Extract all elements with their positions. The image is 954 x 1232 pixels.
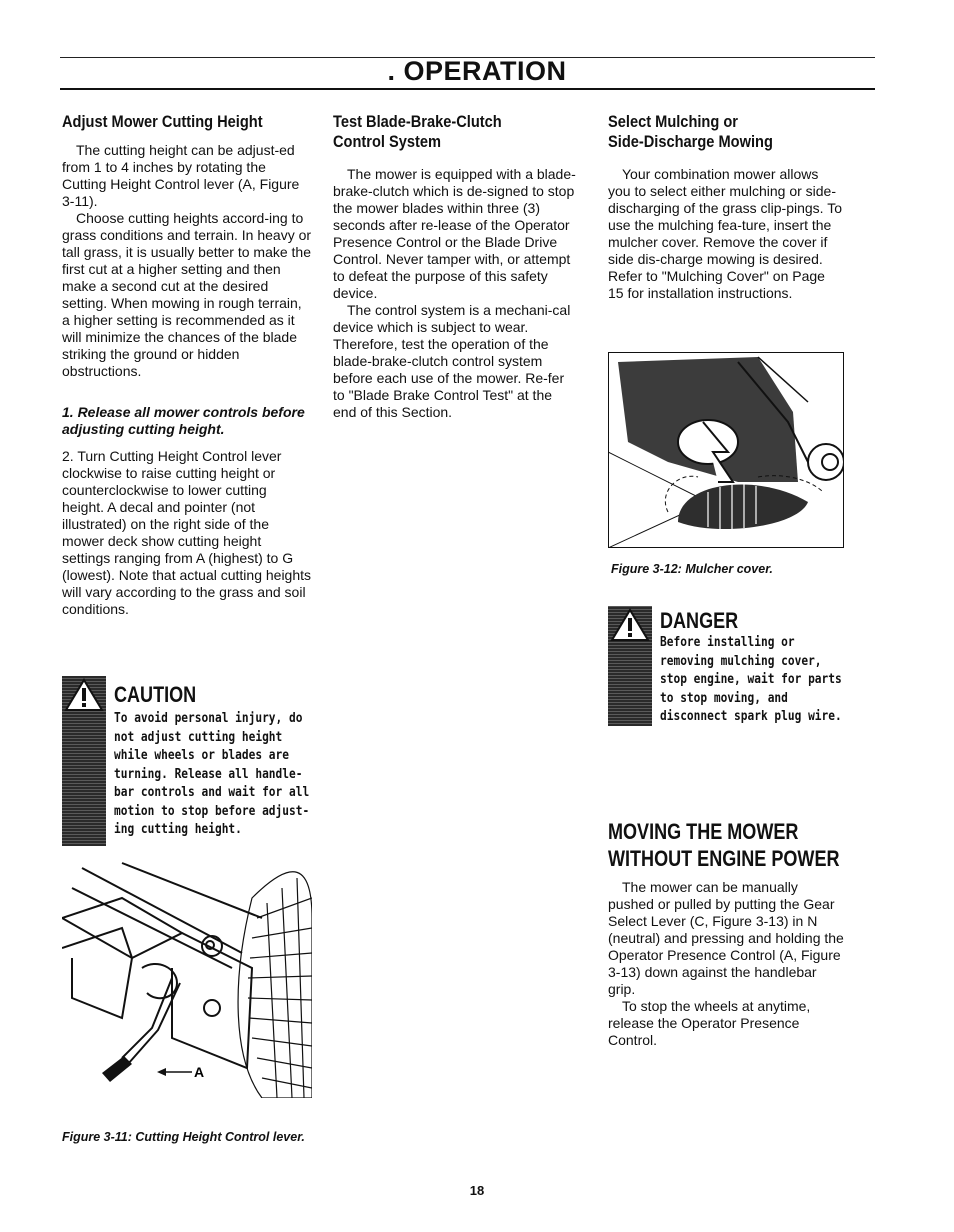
paragraph-adjust-1: The cutting height can be adjust-ed from 1 to 4 inches by rotating the Cutting Height Control lever (A, Figure 3-11). — [62, 142, 300, 209]
column-blade-brake — [333, 112, 576, 421]
caution-title: CAUTION — [114, 682, 197, 707]
caution-text: To avoid personal injury, do not adjust cutting height while wheels or blades are turning. Release all handle-bar controls and wait for all motion to stop before adjust-ing cutting height. — [114, 711, 310, 837]
section-heading-mulching-2: Side-Discharge Mowing — [608, 132, 773, 151]
paragraph-mulching: Your combination mower allows you to select either mulching or side-discharging of the grass clip-pings. To use the mulching fea-ture, insert the mulcher cover. Remove the cover if side dis-charge mowing is desired. Refer to "Mulching Cover" on Page 15 for installation instructions. — [608, 166, 842, 301]
danger-title: DANGER — [660, 608, 739, 633]
warning-triangle-icon — [610, 608, 650, 642]
moving-body — [608, 879, 844, 1049]
figure-cutting-height-lever — [62, 858, 312, 1098]
warning-triangle-icon — [64, 678, 104, 712]
danger-box — [608, 606, 846, 726]
page-number: 18 — [469, 1183, 485, 1198]
danger-text: Before installing or removing mulching cover, stop engine, wait for parts to stop moving, and disconnect spark plug wire. — [660, 635, 842, 724]
paragraph-brake-1: The mower is equipped with a blade-brake-clutch which is de-signed to stop the mower blades within three (3) seconds after re-lease of the Operator Presence Control or the Blade Drive Control. Never tamper with, or attempt to defeat the purpose of this safety device. — [333, 166, 576, 301]
paragraph-moving-2: To stop the wheels at anytime, release the Operator Presence Control. — [608, 998, 811, 1048]
column-mulching — [608, 112, 844, 302]
page-title: . OPERATION — [387, 56, 567, 86]
figure-3-11-caption: Figure 3-11: Cutting Height Control lever. — [62, 1130, 305, 1144]
figure-mulcher-cover — [608, 352, 844, 548]
column-adjust-height — [62, 112, 312, 618]
figure-label-a: A — [194, 1064, 205, 1080]
paragraph-adjust-2: Choose cutting heights accord-ing to grass conditions and terrain. In heavy or tall grass, it is usually better to make the first cut at a higher setting and then make a second cut at the desired setting. When mowing in rough terrain, a higher setting is recommended as it will minimize the chances of the blade striking the ground or hidden obstructions. — [62, 210, 312, 379]
figure-3-12-caption: Figure 3-12: Mulcher cover. — [611, 562, 773, 576]
section-heading-blade-brake-2: Control System — [333, 132, 442, 151]
paragraph-moving-1: The mower can be manually pushed or pulled by putting the Gear Select Lever (C, Figure 3-13) in N (neutral) and pressing and holding the Operator Presence Control (A, Figure 3-13) down against the handlebar grip. — [608, 879, 844, 997]
section-heading-blade-brake-1: Test Blade-Brake-Clutch — [333, 112, 502, 131]
header-rule-bottom — [60, 88, 875, 90]
section-heading-moving-2: WITHOUT ENGINE POWER — [608, 846, 840, 871]
step-2: 2. Turn Cutting Height Control lever clockwise to raise cutting height or counterclockwise to lower cutting height. A decal and pointer (not illustrated) on the right side of the mower deck show cutting height settings ranging from A (highest) to G (lowest). Note that actual cutting heights will vary according to the grass and soil conditions. — [62, 448, 312, 617]
step-1: 1. Release all mower controls before adjusting cutting height. — [62, 404, 305, 437]
section-heading-adjust-height: Adjust Mower Cutting Height — [62, 112, 263, 131]
caution-box — [62, 676, 312, 846]
section-heading-moving-1: MOVING THE MOWER — [608, 819, 799, 844]
paragraph-brake-2: The control system is a mechani-cal device which is subject to wear. Therefore, test the operation of the blade-brake-clutch control system before each use of the mower. Re-fer to "Blade Brake Control Test" at the end of this Section. — [333, 302, 571, 420]
section-heading-mulching-1: Select Mulching or — [608, 112, 738, 131]
